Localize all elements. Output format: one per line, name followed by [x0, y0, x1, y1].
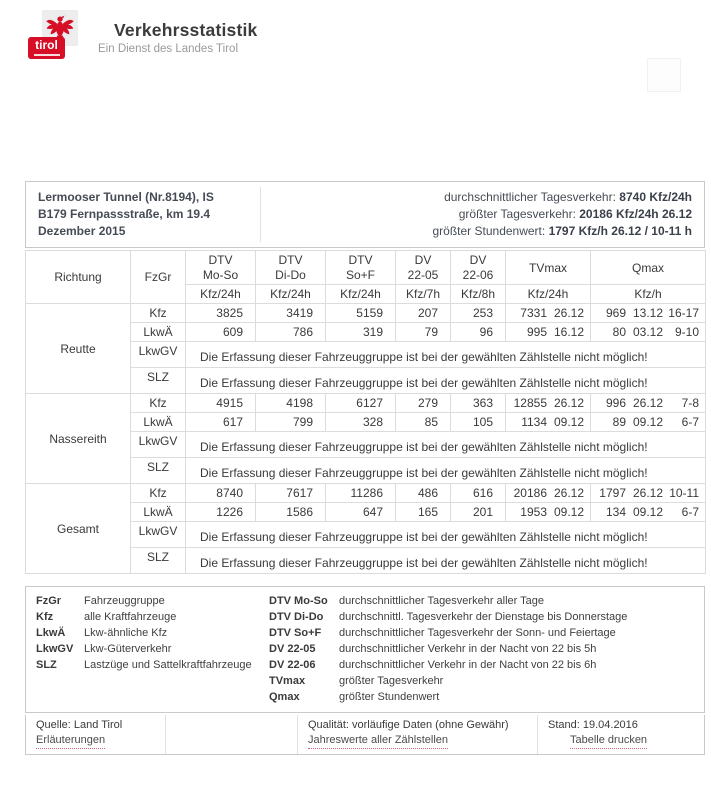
- qmax-cell: [591, 323, 706, 342]
- qmax-date: 03.12: [632, 325, 663, 339]
- value-cell: 4198: [256, 394, 326, 413]
- legend-definition: größter Stundenwert: [339, 691, 440, 703]
- footer: [25, 715, 705, 755]
- value-cell: 647: [326, 503, 396, 522]
- qmax-hours: 6-7: [681, 415, 699, 429]
- value-cell: 8740: [186, 484, 256, 503]
- value-cell: 279: [396, 394, 451, 413]
- tvmax-date: 26.12: [553, 486, 584, 500]
- vehicle-group-label: LkwÄ: [131, 503, 186, 522]
- qmax-cell: [591, 484, 706, 503]
- legend-definition: Lkw-Güterverkehr: [84, 643, 172, 655]
- column-header-dtv-so+f: DTV So+F: [326, 251, 396, 285]
- qmax-date: 09.12: [632, 505, 663, 519]
- legend-item: [36, 625, 269, 641]
- tvmax-cell: [506, 413, 591, 432]
- tvmax-value: 20186: [513, 486, 547, 500]
- column-unit-header: Kfz/24h: [506, 285, 591, 304]
- column-unit-header: Kfz/24h: [326, 285, 396, 304]
- vehicle-group-label: SLZ: [131, 548, 186, 574]
- tirol-logo-wordmark: tirol: [28, 37, 65, 59]
- qmax-date: 09.12: [632, 415, 663, 429]
- vehicle-group-label: SLZ: [131, 368, 186, 394]
- column-unit-header: Kfz/7h: [396, 285, 451, 304]
- table-row: [26, 394, 706, 413]
- legend-definition: durchschnittl. Tagesverkehr der Dienstage bis Donnerstage: [339, 611, 628, 623]
- direction-label: Gesamt: [26, 484, 131, 574]
- value-cell: 165: [396, 503, 451, 522]
- vehicle-group-label: Kfz: [131, 304, 186, 323]
- qmax-cell: [591, 304, 706, 323]
- qmax-value: 996: [605, 396, 626, 410]
- value-cell: 201: [451, 503, 506, 522]
- column-header-dv-22-05: DV 22-05: [396, 251, 451, 285]
- value-cell: 7617: [256, 484, 326, 503]
- qmax-cell: [591, 503, 706, 522]
- tvmax-date: 16.12: [553, 325, 584, 339]
- legend-term: LkwÄ: [36, 627, 66, 639]
- legend-term: Qmax: [269, 691, 300, 703]
- qmax-hours: 16-17: [668, 306, 699, 320]
- summary-average-daily-traffic: durchschnittlicher Tagesverkehr: 8740 Kfz/24h: [444, 190, 692, 204]
- vehicle-group-label: LkwGV: [131, 432, 186, 458]
- station-road: B179 Fernpassstraße, km 19.4: [38, 207, 211, 221]
- table-row: [26, 304, 706, 323]
- value-cell: 328: [326, 413, 396, 432]
- vehicle-group-label: Kfz: [131, 394, 186, 413]
- legend-definition: größter Tagesverkehr: [339, 675, 444, 687]
- value-cell: 5159: [326, 304, 396, 323]
- main-content: [25, 181, 705, 755]
- legend-item: [36, 609, 269, 625]
- qmax-value: 1797: [599, 486, 626, 500]
- tvmax-cell: [506, 323, 591, 342]
- legend-item: [269, 593, 704, 609]
- column-unit-header: Kfz/8h: [451, 285, 506, 304]
- tvmax-value: 1134: [521, 415, 547, 429]
- yearly-values-link[interactable]: Jahreswerte aller Zählstellen: [308, 733, 448, 749]
- legend-term: DTV Di-Do: [269, 611, 324, 623]
- qmax-value: 969: [605, 306, 626, 320]
- quality-label: Qualität: vorläufige Daten (ohne Gewähr): [308, 719, 509, 731]
- legend-item: [269, 641, 704, 657]
- footer-empty-cell: [166, 715, 298, 754]
- legend-item: [269, 673, 704, 689]
- value-cell: 319: [326, 323, 396, 342]
- legend-box: [25, 586, 705, 713]
- tvmax-value: 12855: [513, 396, 547, 410]
- column-unit-header: Kfz/24h: [256, 285, 326, 304]
- qmax-value: 134: [605, 505, 626, 519]
- value-cell: 253: [451, 304, 506, 323]
- qmax-cell: [591, 394, 706, 413]
- explanations-link[interactable]: Erläuterungen: [36, 733, 105, 749]
- column-header-dtv-di-do: DTV Di-Do: [256, 251, 326, 285]
- column-header-tvmax: TVmax: [506, 251, 591, 285]
- traffic-statistics-table: [25, 250, 706, 574]
- legend-item: [36, 641, 269, 657]
- legend-metrics: [269, 593, 704, 705]
- value-cell: 799: [256, 413, 326, 432]
- legend-term: LkwGV: [36, 643, 74, 655]
- column-unit-header: Kfz/24h: [186, 285, 256, 304]
- value-cell: 96: [451, 323, 506, 342]
- vehicle-group-label: Kfz: [131, 484, 186, 503]
- legend-term: FzGr: [36, 595, 62, 607]
- summary-max-daily-traffic: größter Tagesverkehr: 20186 Kfz/24h 26.12: [458, 207, 692, 221]
- qmax-date: 26.12: [632, 396, 663, 410]
- value-cell: 786: [256, 323, 326, 342]
- value-cell: 105: [451, 413, 506, 432]
- qmax-hours: 9-10: [674, 325, 699, 339]
- unavailable-message: Die Erfassung dieser Fahrzeuggruppe ist bei der gewählten Zählstelle nicht möglich!: [186, 548, 706, 574]
- unavailable-message: Die Erfassung dieser Fahrzeuggruppe ist bei der gewählten Zählstelle nicht möglich!: [186, 522, 706, 548]
- legend-definition: alle Kraftfahrzeuge: [84, 611, 177, 623]
- qmax-hours: 10-11: [669, 486, 699, 500]
- column-header-qmax: Qmax: [591, 251, 706, 285]
- direction-label: Nassereith: [26, 394, 131, 484]
- vehicle-group-label: LkwGV: [131, 522, 186, 548]
- tvmax-date: 26.12: [553, 306, 584, 320]
- legend-term: SLZ: [36, 659, 57, 671]
- station-name: Lermooser Tunnel (Nr.8194), IS: [38, 190, 214, 204]
- value-cell: 616: [451, 484, 506, 503]
- value-cell: 207: [396, 304, 451, 323]
- value-cell: 1226: [186, 503, 256, 522]
- legend-definition: Lkw-ähnliche Kfz: [84, 627, 168, 639]
- qmax-hours: 6-7: [681, 505, 699, 519]
- legend-item: [269, 689, 704, 705]
- page-title: Verkehrsstatistik: [114, 20, 258, 40]
- page-header: [28, 10, 258, 62]
- qmax-value: 89: [612, 415, 626, 429]
- value-cell: 3419: [256, 304, 326, 323]
- vehicle-group-label: LkwÄ: [131, 413, 186, 432]
- legend-definition: durchschnittlicher Verkehr in der Nacht von 22 bis 5h: [339, 643, 597, 655]
- tvmax-cell: [506, 304, 591, 323]
- tvmax-cell: [506, 394, 591, 413]
- column-unit-header: Kfz/h: [591, 285, 706, 304]
- station-period: Dezember 2015: [38, 224, 126, 238]
- print-table-link[interactable]: Tabelle drucken: [570, 733, 647, 749]
- qmax-cell: [591, 413, 706, 432]
- tvmax-value: 995: [526, 325, 547, 339]
- tirol-logo[interactable]: [28, 10, 82, 62]
- tvmax-date: 09.12: [553, 415, 584, 429]
- table-row: [26, 484, 706, 503]
- legend-item: [269, 625, 704, 641]
- legend-term: TVmax: [269, 675, 306, 687]
- value-cell: 617: [186, 413, 256, 432]
- legend-item: [269, 609, 704, 625]
- qmax-date: 13.12: [632, 306, 663, 320]
- legend-term: DV 22-06: [269, 659, 316, 671]
- summary-max-hourly-value: größter Stundenwert: 1797 Kfz/h 26.12 / 10-11 h: [432, 224, 692, 238]
- legend-definition: durchschnittlicher Verkehr in der Nacht von 22 bis 6h: [339, 659, 597, 671]
- unavailable-message: Die Erfassung dieser Fahrzeuggruppe ist bei der gewählten Zählstelle nicht möglich!: [186, 458, 706, 484]
- legend-term: DTV Mo-So: [269, 595, 328, 607]
- tvmax-value: 7331: [520, 306, 547, 320]
- unavailable-message: Die Erfassung dieser Fahrzeuggruppe ist bei der gewählten Zählstelle nicht möglich!: [186, 342, 706, 368]
- vehicle-group-label: LkwÄ: [131, 323, 186, 342]
- qmax-value: 80: [612, 325, 626, 339]
- value-cell: 3825: [186, 304, 256, 323]
- legend-term: DTV So+F: [269, 627, 322, 639]
- date-stamp: Stand: 19.04.2016: [548, 719, 638, 731]
- legend-definition: durchschnittlicher Tagesverkehr der Sonn- und Feiertage: [339, 627, 616, 639]
- tvmax-date: 09.12: [553, 505, 584, 519]
- legend-item: [36, 593, 269, 609]
- faded-placeholder-box: [647, 58, 681, 92]
- legend-term: Kfz: [36, 611, 54, 623]
- value-cell: 609: [186, 323, 256, 342]
- value-cell: 6127: [326, 394, 396, 413]
- station-info-box: [25, 181, 705, 248]
- unavailable-message: Die Erfassung dieser Fahrzeuggruppe ist bei der gewählten Zählstelle nicht möglich!: [186, 368, 706, 394]
- vehicle-group-label: LkwGV: [131, 342, 186, 368]
- value-cell: 79: [396, 323, 451, 342]
- value-cell: 1586: [256, 503, 326, 522]
- legend-vehicle-groups: [26, 593, 269, 705]
- tvmax-date: 26.12: [553, 396, 584, 410]
- page-subtitle: Ein Dienst des Landes Tirol: [98, 43, 238, 55]
- value-cell: 11286: [326, 484, 396, 503]
- source-label: Quelle: Land Tirol: [36, 719, 123, 731]
- legend-definition: Lastzüge und Sattelkraftfahrzeuge: [84, 659, 252, 671]
- direction-label: Reutte: [26, 304, 131, 394]
- value-cell: 4915: [186, 394, 256, 413]
- value-cell: 486: [396, 484, 451, 503]
- value-cell: 363: [451, 394, 506, 413]
- legend-definition: durchschnittlicher Tagesverkehr aller Tage: [339, 595, 545, 607]
- legend-term: DV 22-05: [269, 643, 316, 655]
- column-header-dv-22-06: DV 22-06: [451, 251, 506, 285]
- legend-item: [269, 657, 704, 673]
- tvmax-cell: [506, 484, 591, 503]
- column-header-dtv-mo-so: DTV Mo-So: [186, 251, 256, 285]
- value-cell: 85: [396, 413, 451, 432]
- qmax-date: 26.12: [632, 486, 663, 500]
- legend-definition: Fahrzeuggruppe: [84, 595, 165, 607]
- unavailable-message: Die Erfassung dieser Fahrzeuggruppe ist bei der gewählten Zählstelle nicht möglich!: [186, 432, 706, 458]
- qmax-hours: 7-8: [681, 396, 699, 410]
- tvmax-value: 1953: [520, 505, 547, 519]
- legend-item: [36, 657, 269, 673]
- column-header-fzgr: FzGr: [131, 251, 186, 304]
- column-header-richtung: Richtung: [26, 251, 131, 304]
- vehicle-group-label: SLZ: [131, 458, 186, 484]
- tvmax-cell: [506, 503, 591, 522]
